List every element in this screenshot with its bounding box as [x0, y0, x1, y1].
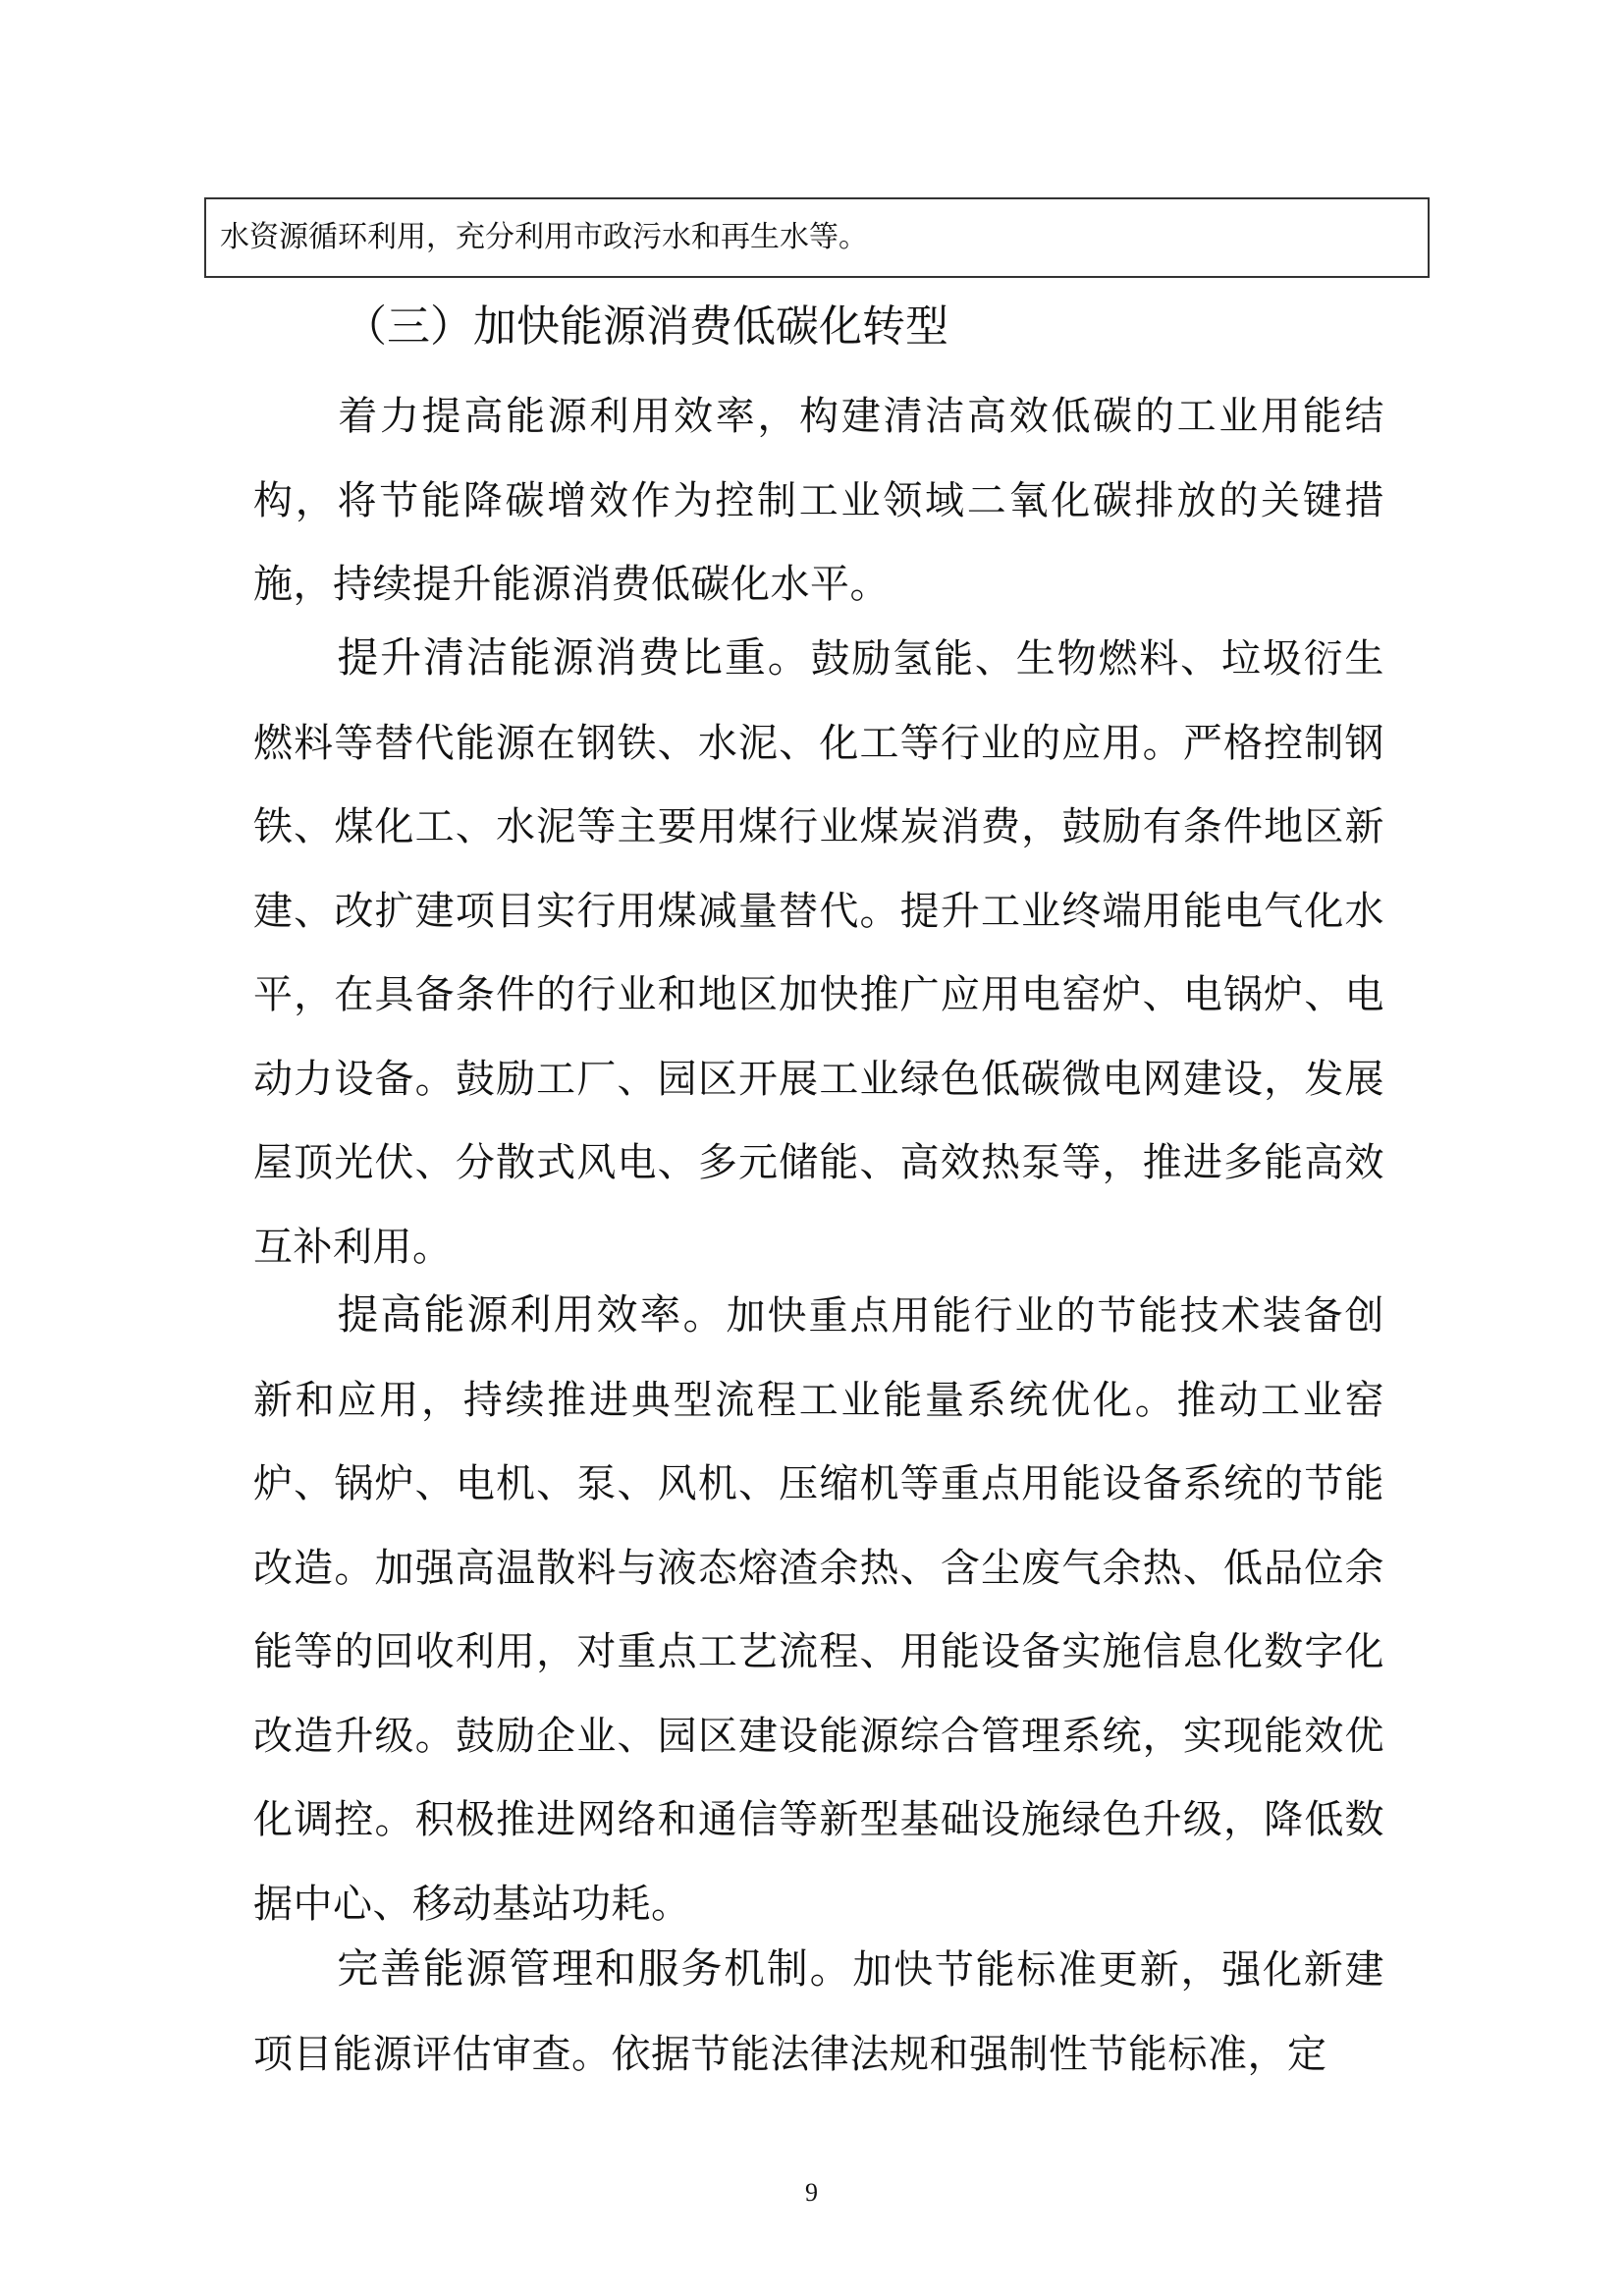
- paragraph-energy-management: [253, 1927, 1384, 2097]
- boxed-text-continuation: 水资源循环利用，充分利用市政污水和再生水等。: [204, 197, 1430, 278]
- paragraph-energy-efficiency: [253, 1273, 1384, 1946]
- paragraph-clean-energy: [253, 616, 1384, 1289]
- paragraph-lead: 完善能源管理和服务机制。: [336, 1944, 853, 1993]
- paragraph-body: 鼓励氢能、生物燃料、垃圾衍生燃料等替代能源在钢铁、水泥、化工等行业的应用。严格控制钢铁、煤化工、水泥等主要用煤行业煤炭消费，鼓励有条件地区新建、改扩建项目实行用煤减量替代。提升工业终端用能电气化水平，在具备条件的行业和地区加快推广应用电窑炉、电锅炉、电动力设备。鼓励工厂、园区开展工业绿色低碳微电网建设，发展屋顶光伏、分散式风电、多元储能、高效热泵等，推进多能高效互补利用。: [253, 636, 1384, 1270]
- page-number: 9: [805, 2178, 818, 2207]
- paragraph-lead: 提升清洁能源消费比重。: [336, 633, 811, 682]
- section-heading: （三）加快能源消费低碳化转型: [344, 301, 948, 352]
- paragraph-lead: 提高能源利用效率。: [336, 1290, 727, 1339]
- paragraph-body: 加快重点用能行业的节能技术装备创新和应用，持续推进典型流程工业能量系统优化。推动工业窑炉、锅炉、电机、泵、风机、压缩机等重点用能设备系统的节能改造。加强高温散料与液态熔渣余热、含尘废气余热、低品位余能等的回收利用，对重点工艺流程、用能设备实施信息化数字化改造升级。鼓励企业、园区建设能源综合管理系统，实现能效优化调控。积极推进网络和通信等新型基础设施绿色升级，降低数据中心、移动基站功耗。: [253, 1293, 1384, 1927]
- paragraph-body: 加快节能标准更新，强化新建项目能源评估审查。依据节能法律法规和强制性节能标准，定: [253, 1947, 1384, 2077]
- paragraph-body: 着力提高能源利用效率，构建清洁高效低碳的工业用能结构，将节能降碳增效作为控制工业领域二氧化碳排放的关键措施，持续提升能源消费低碳化水平。: [253, 394, 1384, 607]
- paragraph-intro: [253, 375, 1384, 628]
